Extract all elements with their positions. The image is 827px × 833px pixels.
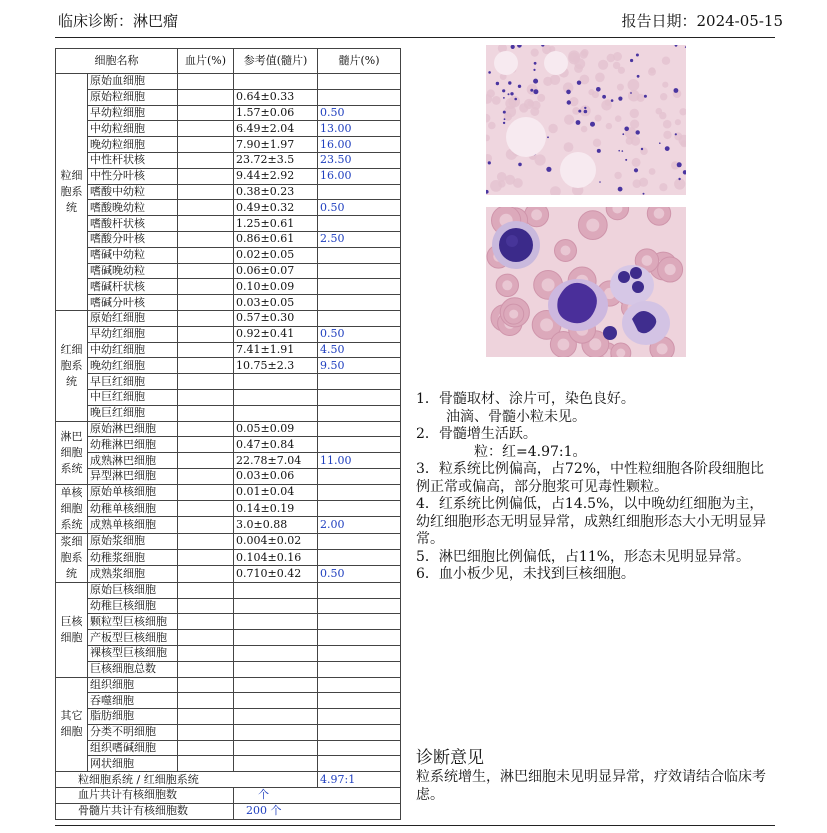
blood-value	[178, 310, 234, 326]
cell-name: 早幼红细胞	[88, 326, 178, 342]
finding-6: 6．血小板少见，未找到巨核细胞。	[416, 566, 635, 582]
marrow-value: 16.00	[318, 168, 401, 184]
marrow-value: 0.50	[318, 105, 401, 121]
marrow-value	[318, 598, 401, 614]
blood-value	[178, 437, 234, 453]
group-label: 粒细胞系统	[56, 74, 88, 311]
table-row	[56, 263, 401, 279]
reference-value: 0.01±0.04	[234, 484, 318, 500]
col-header-reference: 参考值(髓片)	[234, 49, 318, 74]
blood-value	[178, 200, 234, 216]
reference-value	[234, 693, 318, 709]
marrow-value	[318, 279, 401, 295]
smear-image-high-power	[486, 207, 686, 357]
marrow-value: 0.50	[318, 200, 401, 216]
cell-name: 分类不明细胞	[88, 724, 178, 740]
table-row	[56, 709, 401, 725]
blood-value	[178, 405, 234, 421]
cell-name: 嗜酸分叶核	[88, 231, 178, 247]
blood-value	[178, 598, 234, 614]
marrow-value	[318, 724, 401, 740]
table-row	[56, 200, 401, 216]
reference-value: 3.0±0.88	[234, 517, 318, 533]
cell-name: 原始淋巴细胞	[88, 421, 178, 437]
blood-value	[178, 421, 234, 437]
cell-name: 幼稚浆细胞	[88, 550, 178, 566]
col-header-blood: 血片(%)	[178, 49, 234, 74]
table-row	[56, 517, 401, 533]
finding-2: 2．骨髓增生活跃。	[416, 426, 537, 442]
finding-2-ratio: 粒：红=4.97:1。	[474, 443, 587, 460]
cell-name: 原始血细胞	[88, 74, 178, 90]
reference-value	[234, 677, 318, 693]
blood-value	[178, 677, 234, 693]
blood-value	[178, 501, 234, 517]
blood-value	[178, 453, 234, 469]
marrow-value	[318, 263, 401, 279]
table-row	[56, 550, 401, 566]
group-label: 淋巴细胞系统	[56, 421, 88, 484]
marrow-value	[318, 310, 401, 326]
marrow-value: 23.50	[318, 152, 401, 168]
cell-name: 嗜酸晚幼粒	[88, 200, 178, 216]
blood-value	[178, 614, 234, 630]
cell-name: 原始浆细胞	[88, 533, 178, 549]
marrow-value	[318, 550, 401, 566]
cell-name: 晚幼粒细胞	[88, 137, 178, 153]
table-row	[56, 437, 401, 453]
table-row	[56, 326, 401, 342]
marrow-value: 2.00	[318, 517, 401, 533]
group-label: 红细胞系统	[56, 310, 88, 421]
table-row	[56, 501, 401, 517]
finding-4: 4．红系统比例偏低，占14.5%，以中晚幼红细胞为主，幼红细胞形态无明显异常，成熟红细胞形态大小无明显异常。	[416, 496, 766, 547]
marrow-value	[318, 614, 401, 630]
marrow-value: 16.00	[318, 137, 401, 153]
table-row	[56, 693, 401, 709]
blood-value	[178, 231, 234, 247]
marrow-value: 2.50	[318, 231, 401, 247]
cell-name: 组织嗜碱细胞	[88, 740, 178, 756]
blood-value	[178, 342, 234, 358]
blood-value	[178, 74, 234, 90]
reference-value: 0.05±0.09	[234, 421, 318, 437]
table-row	[56, 137, 401, 153]
blood-value	[178, 661, 234, 677]
cell-name: 原始粒细胞	[88, 89, 178, 105]
marrow-value	[318, 533, 401, 549]
blood-value	[178, 550, 234, 566]
marrow-value	[318, 389, 401, 405]
reference-value	[234, 661, 318, 677]
blood-value	[178, 709, 234, 725]
table-row	[56, 358, 401, 374]
diagnosis-text: 粒系统增生，淋巴细胞未见明显异常，疗效请结合临床考虑。	[416, 769, 766, 803]
marrow-value: 0.50	[318, 566, 401, 582]
reference-value	[234, 740, 318, 756]
table-row	[56, 740, 401, 756]
cell-name: 成熟淋巴细胞	[88, 453, 178, 469]
finding-1-cont: 油滴、骨髓小粒未见。	[446, 408, 586, 425]
cell-name: 中性杆状核	[88, 152, 178, 168]
cell-count-table	[55, 48, 401, 820]
reference-value	[234, 389, 318, 405]
cell-name: 幼稚淋巴细胞	[88, 437, 178, 453]
table-row	[56, 89, 401, 105]
blood-value	[178, 517, 234, 533]
blood-value	[178, 137, 234, 153]
reference-value: 0.38±0.23	[234, 184, 318, 200]
marrow-value: 0.50	[318, 326, 401, 342]
clinical-diagnosis: 临床诊断：淋巴瘤	[58, 12, 179, 30]
marrow-value	[318, 437, 401, 453]
reference-value: 0.14±0.19	[234, 501, 318, 517]
table-row	[56, 152, 401, 168]
group-label: 其它细胞	[56, 677, 88, 772]
marrow-value: 11.00	[318, 453, 401, 469]
blood-value	[178, 263, 234, 279]
col-header-cell-name: 细胞名称	[56, 49, 178, 74]
table-row	[56, 374, 401, 390]
table-row	[56, 279, 401, 295]
blood-value	[178, 724, 234, 740]
cell-name: 晚巨红细胞	[88, 405, 178, 421]
blood-value	[178, 358, 234, 374]
footer-rule	[55, 825, 775, 826]
reference-value: 0.03±0.05	[234, 295, 318, 311]
cell-name: 颗粒型巨核细胞	[88, 614, 178, 630]
smear-high-power-picture	[486, 207, 686, 357]
table-row	[56, 677, 401, 693]
reference-value: 9.44±2.92	[234, 168, 318, 184]
table-row	[56, 310, 401, 326]
reference-value: 1.25±0.61	[234, 216, 318, 232]
reference-value	[234, 645, 318, 661]
reference-value: 22.78±7.04	[234, 453, 318, 469]
table-row	[56, 484, 401, 500]
table-row	[56, 295, 401, 311]
cell-name: 裸核型巨核细胞	[88, 645, 178, 661]
marrow-value	[318, 693, 401, 709]
table-row	[56, 598, 401, 614]
marrow-value	[318, 74, 401, 90]
table-row	[56, 468, 401, 484]
reference-value: 0.64±0.33	[234, 89, 318, 105]
table-row	[56, 724, 401, 740]
blood-value	[178, 533, 234, 549]
marrow-count-label: 骨髓片共计有核细胞数	[56, 803, 234, 819]
blood-value	[178, 468, 234, 484]
reference-value: 0.49±0.32	[234, 200, 318, 216]
cell-name: 晚幼红细胞	[88, 358, 178, 374]
cell-name: 异型淋巴细胞	[88, 468, 178, 484]
blood-value	[178, 374, 234, 390]
reference-value	[234, 614, 318, 630]
table-row	[56, 582, 401, 598]
reference-value: 1.57±0.06	[234, 105, 318, 121]
marrow-value	[318, 184, 401, 200]
reference-value	[234, 74, 318, 90]
cell-name: 嗜酸中幼粒	[88, 184, 178, 200]
table-row	[56, 74, 401, 90]
table-row	[56, 121, 401, 137]
blood-value	[178, 105, 234, 121]
marrow-value	[318, 740, 401, 756]
marrow-value	[318, 421, 401, 437]
group-label: 巨核细胞	[56, 582, 88, 677]
marrow-value	[318, 216, 401, 232]
blood-value	[178, 184, 234, 200]
blood-value	[178, 152, 234, 168]
marrow-value	[318, 501, 401, 517]
blood-value	[178, 121, 234, 137]
table-row	[56, 342, 401, 358]
table-row	[56, 566, 401, 582]
marrow-value	[318, 484, 401, 500]
marrow-count-value: 200 个	[234, 803, 401, 819]
table-row	[56, 184, 401, 200]
cell-name: 原始单核细胞	[88, 484, 178, 500]
table-header-row	[56, 49, 401, 74]
reference-value: 7.90±1.97	[234, 137, 318, 153]
diagnosis-title: 诊断意见	[416, 748, 484, 768]
blood-value	[178, 582, 234, 598]
ratio-row	[56, 772, 401, 788]
smear-image-low-power	[486, 45, 686, 195]
table-row	[56, 533, 401, 549]
table-row	[56, 105, 401, 121]
group-label: 单核细胞系统	[56, 484, 88, 533]
marrow-value	[318, 582, 401, 598]
table-row	[56, 216, 401, 232]
table-row	[56, 645, 401, 661]
blood-value	[178, 89, 234, 105]
marrow-value	[318, 374, 401, 390]
smear-low-power-picture	[486, 45, 686, 195]
reference-value: 0.10±0.09	[234, 279, 318, 295]
reference-value: 0.710±0.42	[234, 566, 318, 582]
reference-value	[234, 630, 318, 646]
reference-value	[234, 405, 318, 421]
reference-value: 0.47±0.84	[234, 437, 318, 453]
reference-value	[234, 582, 318, 598]
table-row	[56, 389, 401, 405]
header-rule	[55, 37, 775, 38]
cell-name: 脂肪细胞	[88, 709, 178, 725]
marrow-value: 9.50	[318, 358, 401, 374]
reference-value: 0.004±0.02	[234, 533, 318, 549]
reference-value	[234, 724, 318, 740]
cell-name: 嗜碱中幼粒	[88, 247, 178, 263]
group-label: 浆细胞系统	[56, 533, 88, 582]
table-row	[56, 168, 401, 184]
reference-value: 23.72±3.5	[234, 152, 318, 168]
cell-name: 吞噬细胞	[88, 693, 178, 709]
cell-name: 巨核细胞总数	[88, 661, 178, 677]
blood-value	[178, 630, 234, 646]
marrow-value	[318, 468, 401, 484]
blood-value	[178, 326, 234, 342]
finding-3: 3．粒系统比例偏高，占72%，中性粒细胞各阶段细胞比例正常或偏高，部分胞浆可见毒性颗粒。	[416, 461, 765, 495]
reference-value	[234, 598, 318, 614]
marrow-value	[318, 247, 401, 263]
blood-value	[178, 295, 234, 311]
cell-name: 成熟浆细胞	[88, 566, 178, 582]
ratio-value: 4.97:1	[318, 772, 401, 788]
cell-name: 嗜碱晚幼粒	[88, 263, 178, 279]
table-row	[56, 247, 401, 263]
cell-name: 中巨红细胞	[88, 389, 178, 405]
cell-name: 产板型巨核细胞	[88, 630, 178, 646]
reference-value: 0.03±0.06	[234, 468, 318, 484]
marrow-value: 13.00	[318, 121, 401, 137]
marrow-value	[318, 89, 401, 105]
blood-value	[178, 247, 234, 263]
cell-name: 原始巨核细胞	[88, 582, 178, 598]
ratio-label: 粒细胞系统 / 红细胞系统	[56, 772, 318, 788]
cell-name: 嗜碱杆状核	[88, 279, 178, 295]
reference-value	[234, 709, 318, 725]
reference-value: 0.57±0.30	[234, 310, 318, 326]
reference-value: 10.75±2.3	[234, 358, 318, 374]
cell-name: 组织细胞	[88, 677, 178, 693]
blood-count-label: 血片共计有核细胞数	[56, 788, 234, 804]
blood-count-row	[56, 788, 401, 804]
table-row	[56, 231, 401, 247]
marrow-value	[318, 295, 401, 311]
reference-value: 0.92±0.41	[234, 326, 318, 342]
blood-value	[178, 168, 234, 184]
cell-name: 原始红细胞	[88, 310, 178, 326]
blood-value	[178, 693, 234, 709]
table-row	[56, 614, 401, 630]
reference-value: 0.86±0.61	[234, 231, 318, 247]
cell-name: 嗜酸杆状核	[88, 216, 178, 232]
finding-5: 5．淋巴细胞比例偏低，占11%，形态未见明显异常。	[416, 548, 751, 565]
reference-value: 7.41±1.91	[234, 342, 318, 358]
blood-value	[178, 389, 234, 405]
blood-value	[178, 484, 234, 500]
marrow-value	[318, 709, 401, 725]
cell-name: 幼稚单核细胞	[88, 501, 178, 517]
reference-value: 0.02±0.05	[234, 247, 318, 263]
reference-value: 0.104±0.16	[234, 550, 318, 566]
blood-value	[178, 740, 234, 756]
marrow-value	[318, 630, 401, 646]
col-header-marrow: 髓片(%)	[318, 49, 401, 74]
cell-name: 网状细胞	[88, 756, 178, 772]
marrow-value	[318, 661, 401, 677]
reference-value	[234, 374, 318, 390]
marrow-value	[318, 677, 401, 693]
table-row	[56, 421, 401, 437]
cell-name: 早幼粒细胞	[88, 105, 178, 121]
blood-count-value: 个	[234, 788, 401, 804]
table-row	[56, 630, 401, 646]
cell-name: 早巨红细胞	[88, 374, 178, 390]
findings-text	[416, 391, 771, 584]
marrow-value: 4.50	[318, 342, 401, 358]
table-row	[56, 405, 401, 421]
table-row	[56, 661, 401, 677]
marrow-value	[318, 756, 401, 772]
marrow-count-row	[56, 803, 401, 819]
report-date: 报告日期：2024-05-15	[621, 12, 783, 30]
blood-value	[178, 645, 234, 661]
marrow-value	[318, 645, 401, 661]
cell-name: 中幼红细胞	[88, 342, 178, 358]
table-row	[56, 756, 401, 772]
cell-name: 成熟单核细胞	[88, 517, 178, 533]
blood-value	[178, 566, 234, 582]
blood-value	[178, 216, 234, 232]
blood-value	[178, 279, 234, 295]
table-row	[56, 453, 401, 469]
reference-value: 6.49±2.04	[234, 121, 318, 137]
marrow-value	[318, 405, 401, 421]
reference-value	[234, 756, 318, 772]
cell-name: 中性分叶核	[88, 168, 178, 184]
reference-value: 0.06±0.07	[234, 263, 318, 279]
finding-1: 1．骨髓取材、涂片可，染色良好。	[416, 391, 635, 407]
blood-value	[178, 756, 234, 772]
cell-name: 中幼粒细胞	[88, 121, 178, 137]
cell-name: 幼稚巨核细胞	[88, 598, 178, 614]
cell-name: 嗜碱分叶核	[88, 295, 178, 311]
